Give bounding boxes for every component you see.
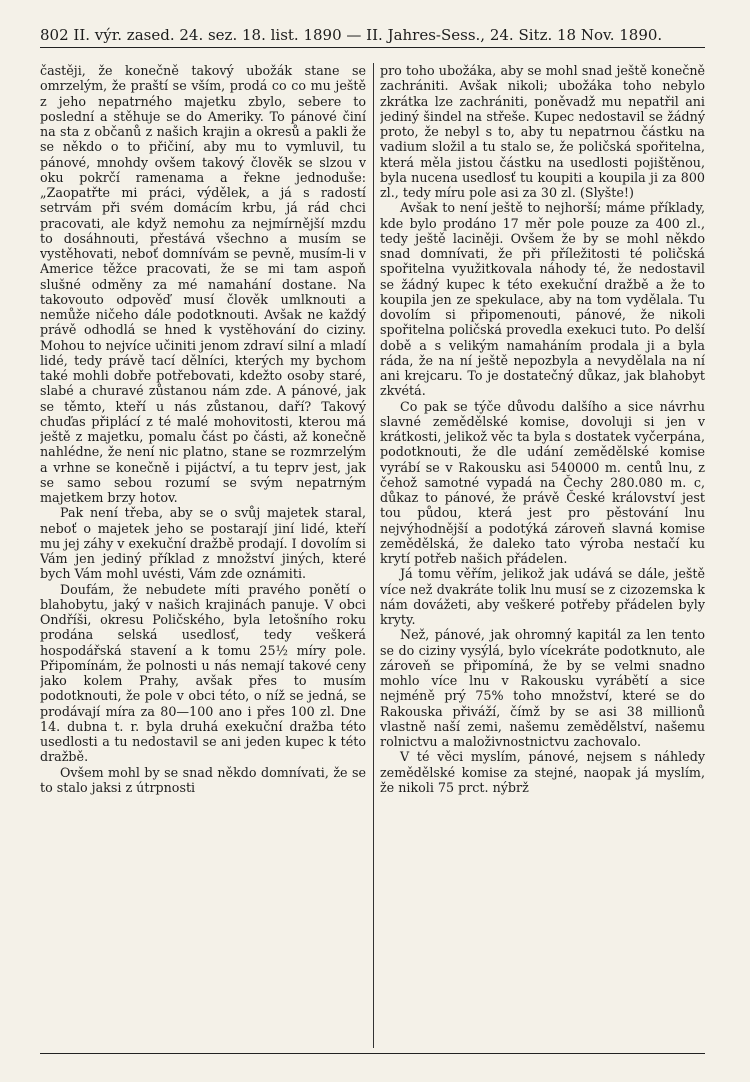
left-column (40, 63, 366, 1048)
paragraph: Pak není třeba, aby se o svůj majetek staral, neboť o majetek jeho se postarají jiní lidé, kteří mu jej záhy v exekuční dražbě prodají. I dovolím si Vám jen jediný příklad z množství jiných, které bych Vám mohl uvésti, Vám zde oznámiti. (40, 505, 366, 582)
paragraph: Ovšem mohl by se snad někdo domnívati, že se to stalo jaksi z útrpnosti (40, 764, 366, 795)
bottom-rule (40, 1053, 705, 1054)
text-columns (40, 63, 705, 1048)
paragraph: Co pak se týče důvodu dalšího a sice návrhu slavné zemědělské komise, dovoluji si jen v krátkosti, jelikož věc ta byla s dostatek vyčerpána, podotknouti, že dle udání zemědělské komise vyrábí se v Rakousku asi 540000 m. centů lnu, z čehož samotné vypadá na Čechy 280.080 m. c, důkaz to pánové, že právě České království jest tou půdou, která jest pro pěstování lnu nejvýhodnější a podotýká zároveň slavná komise zemědělská, že daleko tato výroba nestačí ku krytí potřeb našich přádelen. (380, 398, 705, 566)
column-divider (373, 63, 374, 1048)
paragraph: Než, pánové, jak ohromný kapitál za len tento se do ciziny vysýlá, bylo vícekráte podotknuto, ale zároveň se připomíná, že by se velmi snadno mohlo více lnu v Rakousku vyrábětí a sice nejméně prý 75% toho množství, které se do Rakouska přiváží, čímž by se asi 38 millionů vlastně naší zemi, našemu zemědělství, našemu rolnictvu a maloživnostnictvu zachovalo. (380, 627, 705, 749)
paragraph: Avšak to není ještě to nejhorší; máme příklady, kde bylo prodáno 17 měr pole pouze za 400 zl., tedy ještě laciněji. Ovšem že by se mohl někdo snad domnívati, že při příležitosti té poličská spořitelna využitkovala náhody té, že nedostavil se žádný kupec k této exekuční dražbě a že to koupila jen ze spekulace, aby na tom vydělala. Tu dovolím si připomenouti, pánové, že nikoli spořitelna poličská provedla exekuci tuto. Po delší době a s velikým namaháním prodala ji a byla ráda, že na ní ještě nepozbyla a nevydělala na ní ani krejcaru. To je dostatečný důkaz, jak blahobyt zkvétá. (380, 200, 705, 399)
paragraph: častěji, že konečně takový ubožák stane se omrzelým, že praští se vším, prodá co co mu ještě z jeho nepatrného majetku zbylo, sebere to poslední a stěhuje se do Ameriky. To pánové činí na sta z občanů z našich krajin a okresů a pakli že se někdo o to přičiní, aby mu to vymluvil, tu pánové, mnohdy ovšem takový člověk se slzou v oku pokrčí ramenama a řekne jednoduše: „Zaopatřte mi práci, výdělek, a já s radostí setrvám při svém domácím krbu, já rád chci pracovati, ale když nemohu za nejmírnější mzdu to dosáhnouti, přestává všechno a musím se vystěhovati, neboť domnívám se pevně, musím-li v Americe těžce pracovati, že se mi tam aspoň slušné odměny za mé namahání dostane. Na takovouto odpověď musí člověk umlknouti a nemůže ničeho dále podotknouti. Avšak ne každý právě odhodlá se hned k vystěhování do ciziny. Mohou to nejvíce učiniti jenom zdraví silní a mladí lidé, tedy právě tací dělníci, kterých my bychom také mohli dobře potřebovati, kdežto osoby staré, slabé a churavé zůstanou nám zde. A pánové, jak se těmto, kteří u nás zůstanou, daří? Takový chuďas připlácí z té malé mohovitosti, kterou má ještě z majetku, pomalu část po části, až konečně nahlédne, že není nic platno, stane se rozmrzelým a vrhne se konečně i pijáctví, a tu teprv jest, jak se samo sebou rozumí se svým nepatrným majetkem brzy hotov. (40, 63, 366, 505)
paragraph: V té věci myslím, pánové, nejsem s náhledy zemědělské komise za stejné, naopak já myslím, že nikoli 75 prct. nýbrž (380, 749, 705, 795)
paragraph: Doufám, že nebudete míti pravého ponětí o blahobytu, jaký v našich krajinách panuje. V obci Ondříši, okresu Poličského, byla letošního roku prodána selská usedlosť, tedy veškerá hospodářská stavení a k tomu 25½ míry pole. Připomínám, že polnosti u nás nemají takové ceny jako kolem Prahy, avšak přes to musím podotknouti, že pole v obci této, o níž se jedná, se prodávají míra za 80—100 ano i přes 100 zl. Dne 14. dubna t. r. byla druhá exekuční dražba této usedlosti a tu nedostavil se ani jeden kupec k této dražbě. (40, 581, 366, 765)
paragraph: Já tomu věřím, jelikož jak udává se dále, ještě více než dvakráte tolik lnu musí se z cizozemska k nám dovážeti, aby veškeré potřeby přádelen byly kryty. (380, 566, 705, 627)
page-header: 802 II. výr. zased. 24. sez. 18. list. 1890 — II. Jahres-Sess., 24. Sitz. 18 Nov. 1890. (40, 26, 705, 48)
right-column (380, 63, 705, 1048)
paragraph: pro toho ubožáka, aby se mohl snad ještě konečně zachrániti. Avšak nikoli; ubožáka toho nebylo zkrátka lze zachrániti, poněvadž mu nepatřil ani jediný šindel na střeše. Kupec nedostavil se žádný proto, že nebyl s to, aby tu nepatrnou částku na vadium složil a tu stalo se, že poličská spořitelna, která měla jistou částku na usedlosti pojištěnou, byla nucena usedlosť tu koupiti a koupila ji za 800 zl., tedy míru pole asi za 30 zl. (Slyšte!) (380, 63, 705, 200)
